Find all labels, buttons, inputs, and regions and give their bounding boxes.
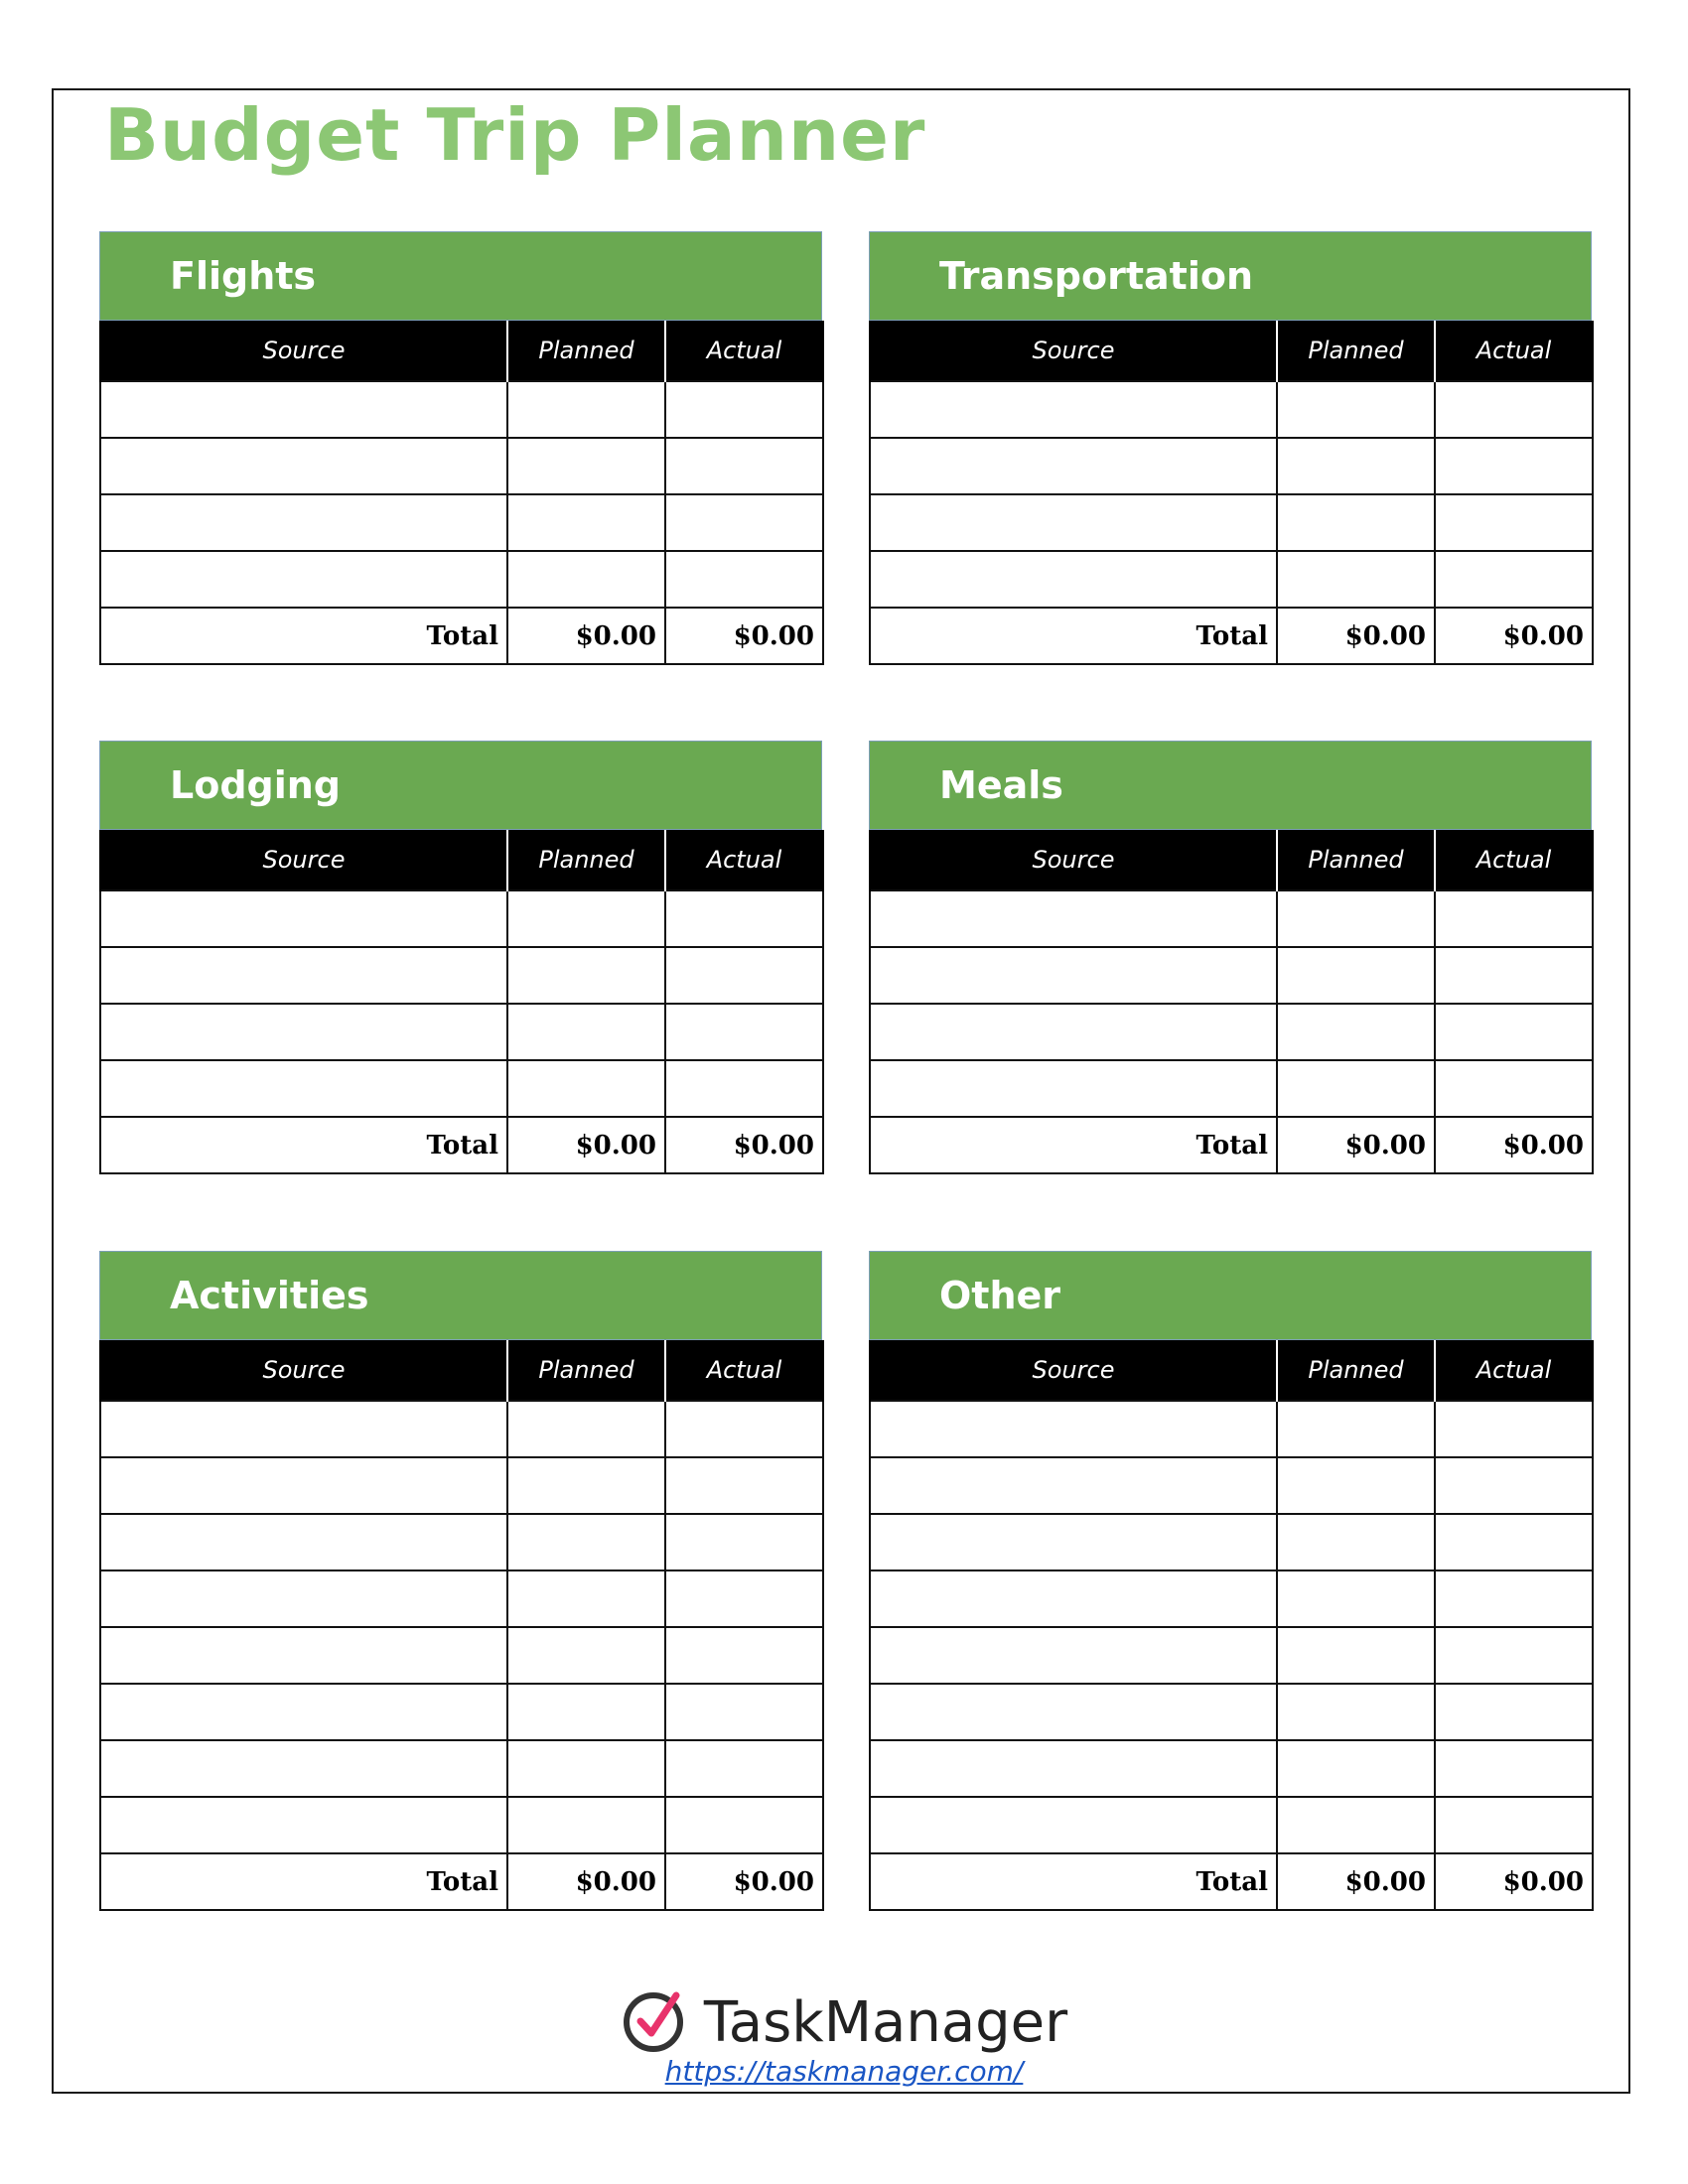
planned-cell[interactable] [1277,1401,1435,1457]
planned-cell[interactable] [507,1740,665,1797]
section-title: Transportation [939,254,1254,298]
actual-cell[interactable] [1435,1060,1593,1117]
section-activities [99,1251,822,1911]
table-row [100,1627,823,1684]
planned-cell[interactable] [1277,1797,1435,1853]
actual-total: $0.00 [665,1117,823,1173]
source-cell[interactable] [100,1401,507,1457]
source-cell[interactable] [100,1457,507,1514]
budget-table [99,1340,824,1911]
source-cell[interactable] [100,1570,507,1627]
table-row [100,1457,823,1514]
table-row [100,1004,823,1060]
actual-cell[interactable] [1435,494,1593,551]
table-row [870,1797,1593,1853]
budget-table [99,830,824,1174]
table-row [870,381,1593,438]
table-row [100,494,823,551]
source-cell[interactable] [100,1004,507,1060]
source-cell[interactable] [870,1570,1277,1627]
planned-cell[interactable] [507,1004,665,1060]
source-cell[interactable] [870,1060,1277,1117]
source-cell[interactable] [100,1684,507,1740]
actual-total: $0.00 [1435,1853,1593,1910]
section-meals [869,741,1592,1174]
table-row [100,890,823,947]
source-cell[interactable] [870,1740,1277,1797]
column-header-actual: Actual [1435,321,1593,381]
source-cell[interactable] [870,381,1277,438]
table-row [100,551,823,608]
source-cell[interactable] [870,947,1277,1004]
check-circle-icon [621,1985,690,2059]
planned-cell[interactable] [507,494,665,551]
section-header [99,231,822,321]
table-header-row [100,830,823,890]
planned-cell[interactable] [507,381,665,438]
total-row [870,1853,1593,1910]
total-label: Total [870,1117,1277,1173]
total-label: Total [870,1853,1277,1910]
planned-cell[interactable] [1277,947,1435,1004]
source-cell[interactable] [870,438,1277,494]
column-header-source: Source [100,321,507,381]
source-cell[interactable] [870,1684,1277,1740]
column-header-actual: Actual [1435,830,1593,890]
table-row [870,494,1593,551]
actual-total: $0.00 [665,608,823,664]
planned-cell[interactable] [1277,1740,1435,1797]
table-row [100,947,823,1004]
actual-cell[interactable] [1435,890,1593,947]
section-lodging [99,741,822,1174]
column-header-actual: Actual [1435,1340,1593,1401]
actual-cell[interactable] [1435,381,1593,438]
table-header-row [870,321,1593,381]
table-header-row [100,1340,823,1401]
brand-logo [621,1985,1067,2059]
table-row [100,1740,823,1797]
source-cell[interactable] [870,1457,1277,1514]
total-row [870,1117,1593,1173]
section-header [869,231,1592,321]
actual-cell[interactable] [1435,1457,1593,1514]
table-row [870,1627,1593,1684]
section-other [869,1251,1592,1911]
source-cell[interactable] [870,1004,1277,1060]
total-row [100,1117,823,1173]
footer [0,1985,1688,2088]
actual-cell[interactable] [665,438,823,494]
section-header [869,741,1592,830]
actual-cell[interactable] [665,1570,823,1627]
source-cell[interactable] [870,1627,1277,1684]
source-cell[interactable] [870,1401,1277,1457]
total-label: Total [100,608,507,664]
actual-cell[interactable] [1435,1004,1593,1060]
table-row [870,438,1593,494]
planned-total: $0.00 [1277,1853,1435,1910]
table-row [100,438,823,494]
source-cell[interactable] [870,551,1277,608]
column-header-actual: Actual [665,1340,823,1401]
planned-total: $0.00 [507,1853,665,1910]
brand-name: TaskManager [703,1989,1068,2055]
section-header [869,1251,1592,1340]
table-row [100,1060,823,1117]
source-cell[interactable] [870,1797,1277,1853]
planned-cell[interactable] [507,1627,665,1684]
column-header-planned: Planned [1277,321,1435,381]
actual-cell[interactable] [665,1004,823,1060]
planned-cell[interactable] [507,1060,665,1117]
source-cell[interactable] [100,1060,507,1117]
source-cell[interactable] [100,1797,507,1853]
table-row [100,1684,823,1740]
column-header-source: Source [870,830,1277,890]
planned-cell[interactable] [1277,1627,1435,1684]
column-header-planned: Planned [1277,1340,1435,1401]
actual-cell[interactable] [665,1797,823,1853]
planned-cell[interactable] [1277,438,1435,494]
actual-cell[interactable] [665,1457,823,1514]
section-title: Other [939,1274,1061,1317]
planned-cell[interactable] [507,1684,665,1740]
source-cell[interactable] [870,890,1277,947]
actual-cell[interactable] [665,890,823,947]
actual-cell[interactable] [665,381,823,438]
actual-cell[interactable] [665,551,823,608]
table-row [870,1514,1593,1570]
table-row [100,1797,823,1853]
column-header-source: Source [100,830,507,890]
planned-cell[interactable] [1277,1457,1435,1514]
actual-cell[interactable] [665,1740,823,1797]
actual-cell[interactable] [665,1401,823,1457]
planned-cell[interactable] [507,551,665,608]
actual-cell[interactable] [1435,1514,1593,1570]
column-header-planned: Planned [507,1340,665,1401]
column-header-planned: Planned [1277,830,1435,890]
source-cell[interactable] [100,890,507,947]
source-cell[interactable] [100,947,507,1004]
column-header-actual: Actual [665,321,823,381]
total-label: Total [870,608,1277,664]
planned-cell[interactable] [507,947,665,1004]
table-header-row [870,1340,1593,1401]
source-cell[interactable] [100,381,507,438]
actual-cell[interactable] [1435,1684,1593,1740]
table-row [870,1060,1593,1117]
table-row [870,1684,1593,1740]
source-cell[interactable] [870,1514,1277,1570]
table-row [100,1514,823,1570]
planned-cell[interactable] [1277,381,1435,438]
column-header-source: Source [100,1340,507,1401]
source-cell[interactable] [100,1740,507,1797]
actual-cell[interactable] [1435,1570,1593,1627]
section-transportation [869,231,1592,665]
actual-total: $0.00 [1435,608,1593,664]
section-header [99,741,822,830]
column-header-planned: Planned [507,321,665,381]
total-row [870,608,1593,664]
table-row [870,1570,1593,1627]
planned-cell[interactable] [507,1457,665,1514]
column-header-planned: Planned [507,830,665,890]
planned-cell[interactable] [507,1570,665,1627]
planned-cell[interactable] [1277,1570,1435,1627]
table-row [870,1740,1593,1797]
section-flights [99,231,822,665]
source-cell[interactable] [100,438,507,494]
planned-total: $0.00 [1277,608,1435,664]
planned-cell[interactable] [1277,890,1435,947]
planned-total: $0.00 [507,1117,665,1173]
section-title: Flights [170,254,317,298]
table-row [870,947,1593,1004]
table-row [870,1457,1593,1514]
table-row [870,1401,1593,1457]
planned-cell[interactable] [1277,1684,1435,1740]
page-title: Budget Trip Planner [104,93,926,177]
source-cell[interactable] [100,551,507,608]
source-cell[interactable] [870,494,1277,551]
actual-cell[interactable] [1435,1740,1593,1797]
section-title: Meals [939,763,1063,807]
table-row [870,890,1593,947]
table-row [100,1401,823,1457]
section-header [99,1251,822,1340]
actual-cell[interactable] [1435,1627,1593,1684]
section-title: Activities [170,1274,369,1317]
table-header-row [870,830,1593,890]
planned-total: $0.00 [1277,1117,1435,1173]
actual-cell[interactable] [1435,438,1593,494]
actual-cell[interactable] [665,1514,823,1570]
actual-cell[interactable] [1435,1797,1593,1853]
column-header-actual: Actual [665,830,823,890]
planned-cell[interactable] [1277,1004,1435,1060]
budget-table [869,1340,1594,1911]
actual-cell[interactable] [665,494,823,551]
budget-table [99,321,824,665]
source-cell[interactable] [100,494,507,551]
actual-cell[interactable] [665,1060,823,1117]
planned-total: $0.00 [507,608,665,664]
planned-cell[interactable] [1277,1060,1435,1117]
budget-table [869,321,1594,665]
table-row [870,551,1593,608]
planned-cell[interactable] [507,438,665,494]
planned-cell[interactable] [507,1514,665,1570]
actual-cell[interactable] [665,947,823,1004]
actual-total: $0.00 [665,1853,823,1910]
column-header-source: Source [870,1340,1277,1401]
budget-table [869,830,1594,1174]
planned-cell[interactable] [1277,1514,1435,1570]
planned-cell[interactable] [1277,494,1435,551]
planned-cell[interactable] [1277,551,1435,608]
total-label: Total [100,1853,507,1910]
table-row [100,1570,823,1627]
actual-cell[interactable] [1435,1401,1593,1457]
total-row [100,1853,823,1910]
website-link[interactable]: https://taskmanager.com/ [664,2055,1024,2088]
planned-cell[interactable] [507,1401,665,1457]
table-row [100,381,823,438]
planned-cell[interactable] [507,1797,665,1853]
table-header-row [100,321,823,381]
actual-cell[interactable] [1435,947,1593,1004]
actual-total: $0.00 [1435,1117,1593,1173]
source-cell[interactable] [100,1627,507,1684]
actual-cell[interactable] [1435,551,1593,608]
planned-cell[interactable] [507,890,665,947]
actual-cell[interactable] [665,1627,823,1684]
section-title: Lodging [170,763,342,807]
actual-cell[interactable] [665,1684,823,1740]
source-cell[interactable] [100,1514,507,1570]
table-row [870,1004,1593,1060]
column-header-source: Source [870,321,1277,381]
total-row [100,608,823,664]
total-label: Total [100,1117,507,1173]
